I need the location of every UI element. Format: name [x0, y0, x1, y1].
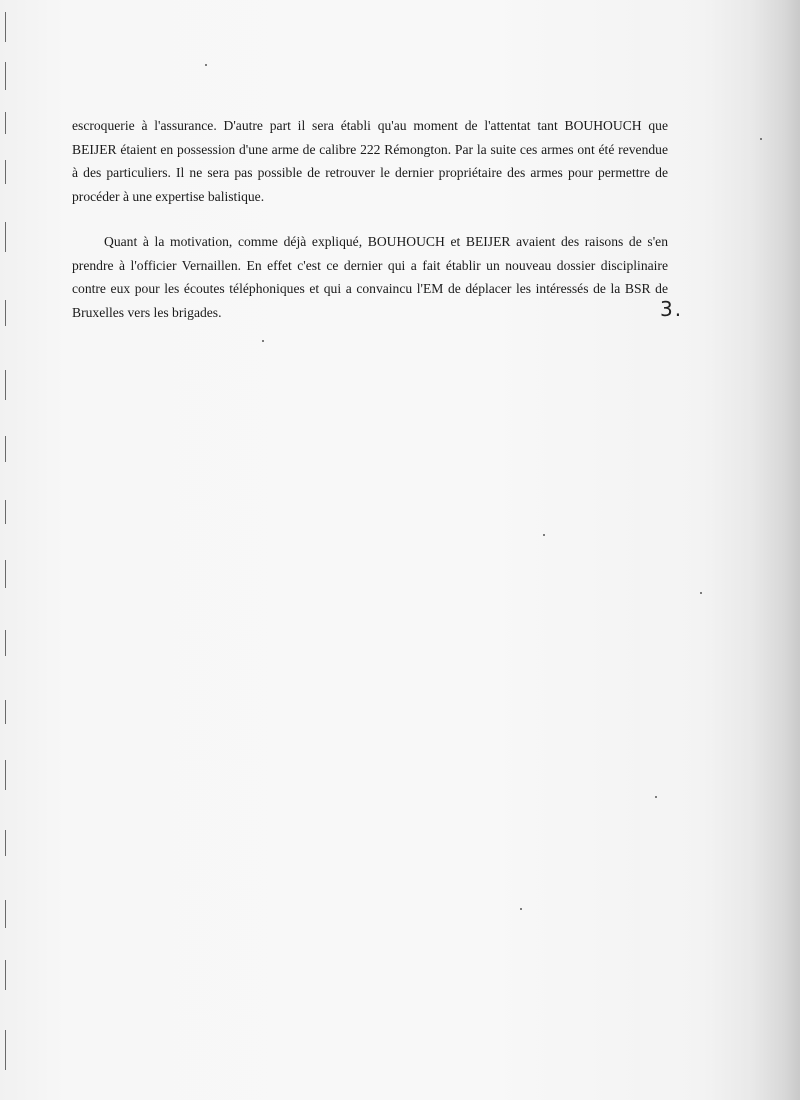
scan-shadow: [730, 0, 800, 1100]
paragraph-2: Quant à la motivation, comme déjà expliqué, BOUHOUCH et BEIJER avaient des raisons de s'en prendre à l'officier Vernaillen. En effet c'est ce dernier qui a fait établir un nouveau dossier disciplinaire contre eux pour les écoutes téléphoniques et qui a convaincu l'EM de déplacer les intéressés de la BSR de Bruxelles vers les brigades.: [72, 234, 668, 320]
scan-speck: [760, 138, 762, 140]
body-text: [72, 114, 668, 324]
paragraph-1: escroquerie à l'assurance. D'autre part il sera établi qu'au moment de l'attentat tant BOUHOUCH que BEIJER étaient en possession d'une arme de calibre 222 Rémongton. Par la suite ces armes ont été revendue à des particuliers. Il ne sera pas possible de retrouver le dernier propriétaire des armes pour permettre de procéder à une expertise balistique.: [72, 118, 668, 204]
page-number: 3.: [660, 297, 684, 321]
scan-speck: [205, 64, 207, 66]
scan-speck: [262, 340, 264, 342]
scan-speck: [655, 796, 657, 798]
scan-speck: [520, 908, 522, 910]
scan-speck: [700, 592, 702, 594]
scan-speck: [543, 534, 545, 536]
binding-edge-marks: [0, 0, 14, 1100]
